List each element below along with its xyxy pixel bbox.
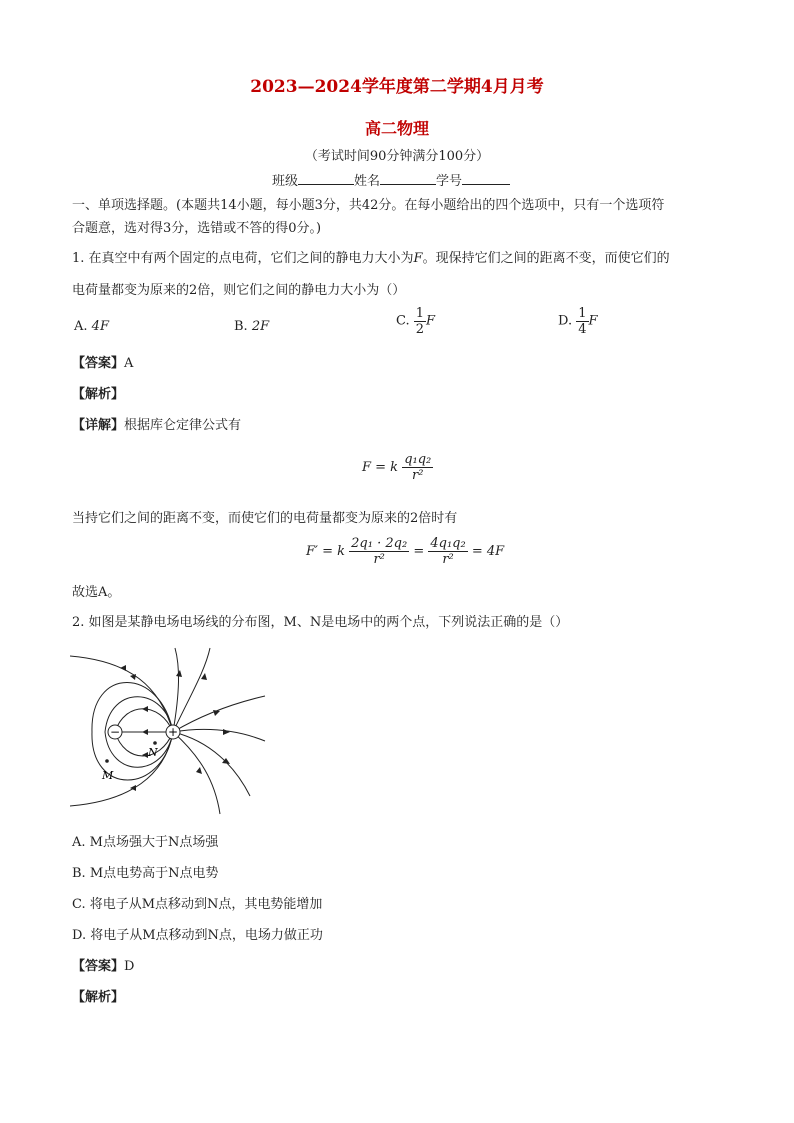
q1-option-c-label: C. <box>396 313 410 329</box>
q1-option-d-var: F <box>588 313 598 329</box>
section-heading-line1: 一、单项选择题。(本题共14小题，每小题3分，共42分。在每小题给出的四个选项中，只有一个选项符 <box>72 198 665 213</box>
q1-answer-value: A <box>124 356 134 371</box>
q1-option-d-fraction: $\frac{1}{4}$ <box>578 306 587 337</box>
q1-stem-tail: 。现保持它们之间的距离不变，而使它们的 <box>422 251 670 266</box>
q1-stem-line2: 电荷量都变为原来的2倍，则它们之间的静电力大小为（） <box>72 283 406 298</box>
q1-detail-text: 根据库仑定律公式有 <box>124 418 242 433</box>
name-label: 姓名 <box>354 174 381 189</box>
q1-option-c-var: F <box>426 313 436 329</box>
student-info-row <box>272 172 510 191</box>
exam-subject: 高二物理 <box>364 119 429 138</box>
q1-stem-line1 <box>72 250 670 268</box>
q1-stem-var: F <box>413 251 423 266</box>
point-m-label: M <box>102 769 114 782</box>
q1-analysis-label: 【解析】 <box>72 387 125 402</box>
class-label: 班级 <box>272 174 299 189</box>
q1-conclusion: 故选A。 <box>72 585 121 600</box>
q1-formula-2: F′ = k $\frac{\text{2q₁ · 2q₂}}{\text{r²}}$ = $\frac{\text{4q₁q₂}}{\text{r²}}$ = 4F <box>306 536 505 567</box>
q1-answer <box>72 355 133 373</box>
q2-answer-label: 【答案】 <box>72 959 125 974</box>
q2-answer <box>72 958 134 976</box>
id-label: 学号 <box>436 174 463 189</box>
q1-option-d <box>558 306 598 337</box>
electric-field-figure <box>70 646 270 816</box>
class-blank <box>298 172 354 185</box>
q1-option-a <box>74 318 109 336</box>
q1-option-a-value: 4F <box>91 319 109 334</box>
name-blank <box>380 172 436 185</box>
point-n-label: N <box>148 746 158 759</box>
q1-option-a-label: A. <box>74 319 88 334</box>
q1-option-c-fraction: $\frac{1}{2}$ <box>415 306 425 337</box>
q2-option-a: A. M点场强大于N点场强 <box>72 835 219 850</box>
q1-option-b <box>234 318 269 336</box>
q2-option-b: B. M点电势高于N点电势 <box>72 866 219 881</box>
exam-title: 2023—2024学年度第二学期4月月考 <box>250 77 544 97</box>
q1-option-b-label: B. <box>234 319 248 334</box>
q1-option-c <box>396 306 435 337</box>
q2-option-d: D. 将电子从M点移动到N点，电场力做正功 <box>72 928 323 943</box>
q1-middle-text: 当持它们之间的距离不变，而使它们的电荷量都变为原来的2倍时有 <box>72 511 458 526</box>
q1-formula-1: F = k $\frac{\text{q₁q₂}}{\text{r²}}$ <box>362 452 432 483</box>
q1-detail-label: 【详解】 <box>72 418 125 433</box>
q1-option-d-label: D. <box>558 313 573 329</box>
q1-answer-label: 【答案】 <box>72 356 125 371</box>
id-blank <box>462 172 510 185</box>
q1-option-b-value: 2F <box>251 319 270 334</box>
exam-info: （考试时间90分钟满分100分） <box>304 149 490 164</box>
section-heading-line2: 合题意，选对得3分，选错或不答的得0分。) <box>72 221 322 236</box>
q2-answer-value: D <box>124 959 135 974</box>
negative-charge-label: − <box>109 725 121 739</box>
positive-charge-label: + <box>167 725 179 739</box>
q1-detail <box>72 417 241 435</box>
q2-analysis-label: 【解析】 <box>72 990 125 1005</box>
q2-option-c: C. 将电子从M点移动到N点，其电势能增加 <box>72 897 323 912</box>
q1-stem-text: 1. 在真空中有两个固定的点电荷，它们之间的静电力大小为 <box>72 251 414 266</box>
q2-stem: 2. 如图是某静电场电场线的分布图，M、N是电场中的两个点，下列说法正确的是（） <box>72 615 569 630</box>
